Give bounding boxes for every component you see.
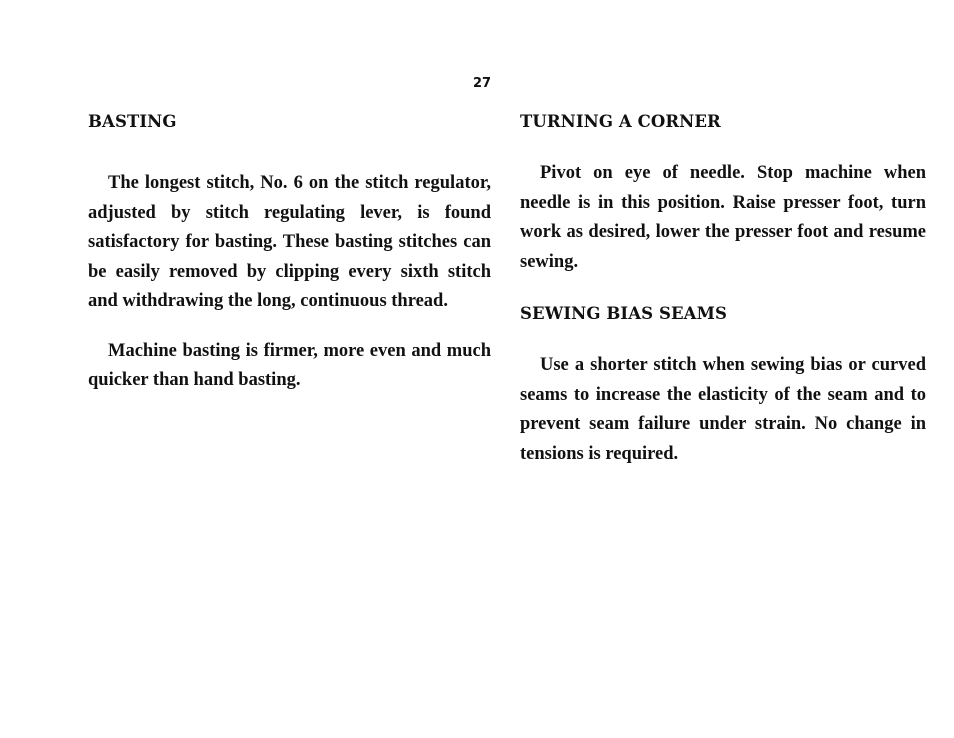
page-number: 27 — [472, 76, 492, 91]
left-column — [88, 112, 491, 396]
right-column — [520, 112, 926, 469]
bias-seams-paragraph: Use a shorter stitch when sewing bias or curved seams to increase the elasticity of the seam and to prevent seam failure under strain. No change in tensions is required. — [520, 355, 926, 464]
basting-paragraph-1: The longest stitch, No. 6 on the stitch regulator, adjusted by stitch regulating lever, is found satisfactory for basting. These basting stitches can be easily removed by clipping every sixth stitch and withdrawing the long, continuous thread. — [88, 173, 491, 311]
basting-heading: BASTING — [88, 112, 177, 131]
bias-seams-heading: SEWING BIAS SEAMS — [520, 304, 727, 323]
turning-corner-paragraph: Pivot on eye of needle. Stop machine when needle is in this position. Raise presser foot, turn work as desired, lower the presser foot and resume sewing. — [520, 163, 926, 272]
basting-paragraph-2: Machine basting is firmer, more even and much quicker than hand basting. — [88, 340, 491, 390]
turning-corner-heading: TURNING A CORNER — [520, 112, 721, 131]
